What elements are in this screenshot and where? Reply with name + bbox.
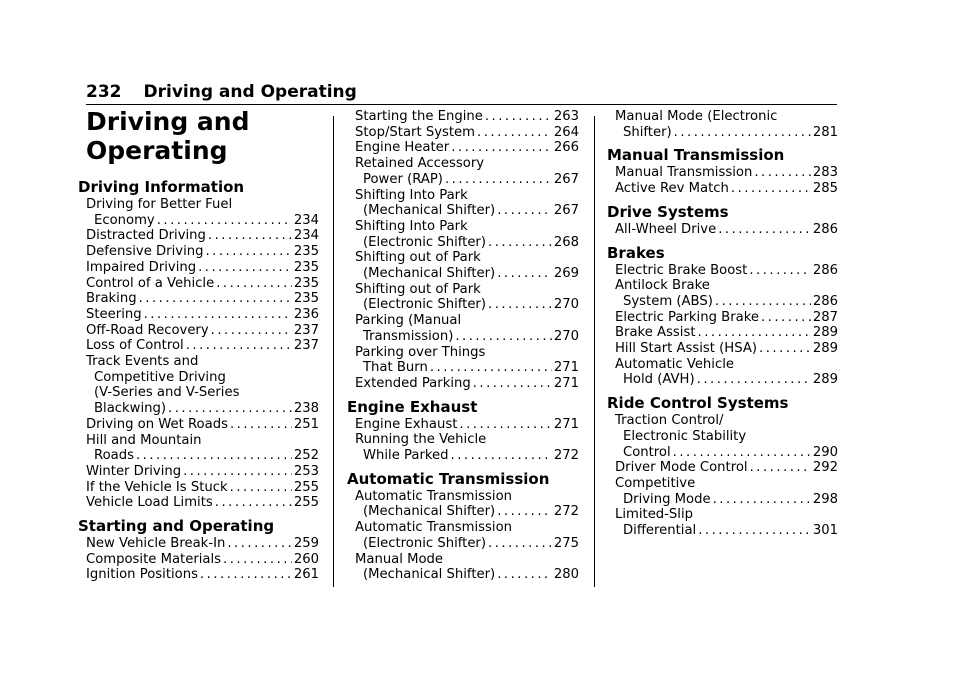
- toc-entry[interactable]: [615, 341, 838, 357]
- dot-leader: [223, 552, 292, 568]
- dot-leader: [497, 203, 552, 219]
- chapter-title: Driving and Operating: [86, 107, 250, 165]
- dot-leader: [216, 276, 292, 292]
- toc-entry[interactable]: [355, 520, 579, 551]
- toc-page-number: 253: [293, 463, 319, 479]
- toc-page-number: 271: [553, 416, 579, 432]
- toc-entry-text: Control: [623, 444, 671, 460]
- dot-leader: [754, 165, 811, 181]
- dot-leader: [211, 323, 292, 339]
- toc-page-number: 263: [553, 109, 579, 124]
- dot-leader: [673, 445, 811, 461]
- dot-leader: [497, 266, 552, 282]
- toc-page-number: 285: [812, 181, 838, 197]
- dot-leader: [157, 213, 292, 229]
- toc-entry-text: Shifting Into Park: [355, 187, 468, 203]
- toc-entry-text: Extended Parking: [355, 375, 471, 391]
- toc-page-number: 234: [293, 228, 319, 244]
- toc-page-number: 289: [812, 325, 838, 341]
- toc-entry-text: Driving on Wet Roads: [86, 416, 228, 432]
- toc-entry-text: Manual Transmission: [615, 165, 753, 181]
- toc-entry-text: Manual Mode: [355, 551, 444, 567]
- dot-leader: [497, 504, 552, 520]
- toc-entry-text: Power (RAP): [363, 171, 443, 187]
- toc-entry[interactable]: [86, 323, 319, 339]
- toc-entry-text: Composite Materials: [86, 551, 222, 567]
- toc-page-number: 235: [293, 259, 319, 275]
- toc-entry[interactable]: [86, 276, 319, 292]
- toc-entry[interactable]: [615, 476, 838, 507]
- toc-entry[interactable]: [615, 310, 838, 326]
- toc-entry-text: Stop/Start System: [355, 124, 476, 140]
- toc-entry-text: Parking (Manual: [355, 313, 462, 329]
- toc-entry-text: Blackwing): [94, 401, 167, 417]
- toc-entry-text: Competitive Driving: [94, 369, 226, 385]
- toc-entry[interactable]: [355, 109, 579, 125]
- toc-entry-text: Active Rev Match: [615, 181, 729, 197]
- toc-page-number: 267: [553, 203, 579, 219]
- dot-leader: [430, 360, 552, 376]
- toc-entry[interactable]: [86, 552, 319, 568]
- dot-leader: [713, 492, 811, 508]
- toc-page-number: 237: [293, 338, 319, 354]
- dot-leader: [749, 263, 811, 279]
- toc-entry[interactable]: [355, 282, 579, 313]
- toc-entry[interactable]: [86, 464, 319, 480]
- toc-entry[interactable]: [355, 250, 579, 281]
- toc-entry-text: All-Wheel Drive: [615, 221, 717, 237]
- toc-entry-text: Vehicle Load Limits: [86, 495, 213, 511]
- toc-entry-text: Driving Mode: [623, 491, 711, 507]
- toc-entry-text: Automatic Transmission: [355, 488, 513, 504]
- toc-entry-text: Roads: [94, 448, 134, 464]
- dot-leader: [698, 325, 811, 341]
- toc-entry-text: (Electronic Shifter): [363, 297, 486, 313]
- toc-page-number: 266: [553, 140, 579, 156]
- dot-leader: [488, 235, 552, 251]
- toc-page-number: 269: [553, 266, 579, 282]
- toc-entry[interactable]: [615, 357, 838, 388]
- toc-page-number: 289: [812, 372, 838, 388]
- toc-entry[interactable]: [615, 222, 838, 238]
- toc-entry-text: Control of a Vehicle: [86, 275, 215, 291]
- toc-page-number: 286: [812, 293, 838, 309]
- toc-entry[interactable]: [86, 244, 319, 260]
- toc-page-number: 255: [293, 479, 319, 495]
- toc-entry-text: While Parked: [363, 448, 449, 464]
- toc-entry-text: Electric Brake Boost: [615, 262, 748, 278]
- dot-leader: [168, 401, 292, 417]
- toc-entry[interactable]: [615, 460, 838, 476]
- toc-page-number: 270: [553, 297, 579, 313]
- toc-page-number: 289: [812, 341, 838, 357]
- toc-page-number: 252: [293, 448, 319, 464]
- toc-page-number: 275: [553, 535, 579, 551]
- dot-leader: [451, 448, 552, 464]
- toc-page-number: 267: [553, 171, 579, 187]
- dot-leader: [139, 291, 292, 307]
- toc-page-number: 290: [812, 444, 838, 460]
- toc-entry-text: System (ABS): [623, 293, 713, 309]
- toc-page-number: 286: [812, 262, 838, 278]
- toc-entry-text: Starting the Engine: [355, 109, 483, 124]
- toc-entry-text: If the Vehicle Is Stuck: [86, 479, 228, 495]
- toc-entry[interactable]: [355, 417, 579, 433]
- toc-entry[interactable]: [355, 376, 579, 392]
- dot-leader: [227, 536, 292, 552]
- dot-leader: [205, 244, 291, 260]
- toc-entry[interactable]: [615, 263, 838, 279]
- dot-leader: [488, 297, 552, 313]
- section-heading: Driving Information: [78, 178, 245, 196]
- toc-entry-text: Transmission): [363, 328, 454, 344]
- dot-leader: [697, 372, 811, 388]
- toc-page-number: 259: [293, 536, 319, 552]
- toc-entry-text: Hold (AVH): [623, 372, 695, 388]
- section-heading: Engine Exhaust: [347, 397, 478, 416]
- toc-entry[interactable]: [355, 313, 579, 344]
- toc-entry-text: Driving for Better Fuel: [86, 197, 233, 212]
- toc-page-number: 298: [812, 491, 838, 507]
- toc-entry[interactable]: [615, 109, 838, 140]
- toc-entry-text: Steering: [86, 306, 142, 322]
- toc-page-number: 271: [553, 375, 579, 391]
- dot-leader: [731, 181, 811, 197]
- dot-leader: [477, 125, 552, 141]
- section-heading: Drive Systems: [607, 202, 729, 221]
- toc-page-number: 235: [293, 291, 319, 307]
- toc-column-3: [607, 109, 838, 539]
- toc-entry-text: New Vehicle Break-In: [86, 536, 226, 552]
- toc-entry-text: Distracted Driving: [86, 228, 206, 244]
- toc-entry[interactable]: [355, 489, 579, 520]
- toc-entry-text: That Burn: [363, 360, 428, 376]
- toc-entry-text: Track Events and: [86, 354, 199, 370]
- dot-leader: [136, 448, 292, 464]
- dot-leader: [750, 460, 811, 476]
- toc-entry[interactable]: [86, 228, 319, 244]
- dot-leader: [485, 109, 552, 125]
- toc-entry-text: Impaired Driving: [86, 259, 197, 275]
- dot-leader: [230, 417, 292, 433]
- toc-page-number: 261: [293, 567, 319, 583]
- toc-entry-text: Shifter): [623, 124, 672, 140]
- toc-entry[interactable]: [615, 181, 838, 197]
- toc-page-number: 238: [293, 401, 319, 417]
- dot-leader: [759, 341, 811, 357]
- toc-entry[interactable]: [355, 156, 579, 187]
- toc-entry-text: Running the Vehicle: [355, 432, 487, 448]
- toc-entry-text: Ignition Positions: [86, 567, 198, 583]
- toc-entry-text: Antilock Brake: [615, 278, 710, 294]
- toc-page-number: 301: [812, 523, 838, 539]
- toc-entry[interactable]: [355, 125, 579, 141]
- toc-entry-text: Engine Exhaust: [355, 416, 458, 432]
- dot-leader: [674, 125, 811, 141]
- toc-entry[interactable]: [615, 278, 838, 309]
- toc-entry-text: Parking over Things: [355, 344, 486, 360]
- toc-entry[interactable]: [355, 188, 579, 219]
- toc-entry-text: (V-Series and V-Series: [94, 385, 240, 401]
- toc-page-number: 270: [553, 328, 579, 344]
- toc-entry-text: Defensive Driving: [86, 244, 204, 260]
- toc-entry-text: Hill and Mountain: [86, 432, 202, 448]
- toc-entry-text: Competitive: [615, 475, 696, 491]
- toc-page-number: 260: [293, 551, 319, 567]
- toc-entry[interactable]: [615, 165, 838, 181]
- toc-entry-text: (Mechanical Shifter): [363, 266, 496, 282]
- section-heading: Starting and Operating: [78, 517, 275, 536]
- toc-column-1: [78, 178, 319, 583]
- toc-page-number: 281: [812, 124, 838, 140]
- toc-page-number: 272: [553, 448, 579, 464]
- toc-entry-text: Electronic Stability: [623, 428, 747, 444]
- toc-entry-text: Shifting out of Park: [355, 250, 481, 266]
- running-section-title: Driving and Operating: [143, 82, 357, 102]
- column-divider: [594, 116, 595, 587]
- toc-entry-text: Engine Heater: [355, 140, 450, 156]
- toc-entry-text: Economy: [94, 212, 155, 228]
- section-heading: Automatic Transmission: [347, 469, 550, 488]
- toc-entry[interactable]: [615, 507, 838, 538]
- toc-entry[interactable]: [86, 354, 319, 417]
- toc-entry-text: (Electronic Shifter): [363, 234, 486, 250]
- toc-entry[interactable]: [86, 291, 319, 307]
- toc-entry[interactable]: [86, 536, 319, 552]
- toc-entry[interactable]: [86, 307, 319, 323]
- toc-page-number: 251: [293, 416, 319, 432]
- toc-entry-text: Shifting out of Park: [355, 281, 481, 297]
- toc-entry[interactable]: [355, 552, 579, 583]
- toc-entry-text: Braking: [86, 291, 137, 307]
- toc-entry[interactable]: [86, 433, 319, 464]
- dot-leader: [715, 294, 811, 310]
- toc-page-number: 235: [293, 275, 319, 291]
- toc-entry-text: Differential: [623, 523, 697, 539]
- toc-entry-text: (Electronic Shifter): [363, 535, 486, 551]
- dot-leader: [215, 495, 292, 511]
- toc-page-number: 255: [293, 495, 319, 511]
- toc-page-number: 283: [812, 165, 838, 181]
- dot-leader: [451, 140, 552, 156]
- page-header: [86, 82, 837, 105]
- toc-entry[interactable]: [86, 480, 319, 496]
- dot-leader: [718, 222, 811, 238]
- toc-entry[interactable]: [355, 219, 579, 250]
- toc-entry[interactable]: [86, 197, 319, 228]
- dot-leader: [198, 260, 292, 276]
- toc-entry[interactable]: [86, 260, 319, 276]
- toc-entry[interactable]: [86, 567, 319, 583]
- toc-entry-text: Winter Driving: [86, 463, 182, 479]
- toc-page-number: 286: [812, 221, 838, 237]
- toc-entry-text: Automatic Transmission: [355, 520, 513, 536]
- toc-page-number: 292: [812, 460, 838, 476]
- dot-leader: [200, 567, 292, 583]
- toc-entry-text: Off-Road Recovery: [86, 322, 209, 338]
- toc-entry[interactable]: [355, 140, 579, 156]
- toc-entry-text: (Mechanical Shifter): [363, 567, 496, 583]
- toc-entry[interactable]: [355, 432, 579, 463]
- toc-entry-text: Electric Parking Brake: [615, 309, 759, 325]
- toc-page-number: 287: [812, 309, 838, 325]
- page-number: 232: [86, 82, 122, 102]
- toc-entry-text: Loss of Control: [86, 338, 184, 354]
- column-divider: [333, 116, 334, 587]
- toc-entry-text: (Mechanical Shifter): [363, 504, 496, 520]
- toc-entry-text: Automatic Vehicle: [615, 356, 734, 372]
- toc-entry-text: Retained Accessory: [355, 156, 485, 172]
- section-heading: Ride Control Systems: [607, 394, 789, 413]
- toc-entry-text: Driver Mode Control: [615, 460, 748, 476]
- dot-leader: [459, 417, 551, 433]
- toc-page-number: 264: [553, 124, 579, 140]
- toc-entry[interactable]: [615, 413, 838, 460]
- dot-leader: [445, 172, 552, 188]
- toc-entry[interactable]: [615, 325, 838, 341]
- section-heading: Manual Transmission: [607, 146, 785, 165]
- dot-leader: [455, 329, 551, 345]
- toc-entry[interactable]: [86, 338, 319, 354]
- toc-page-number: 271: [553, 360, 579, 376]
- toc-entry-text: Manual Mode (Electronic: [615, 109, 778, 124]
- toc-entry-text: Traction Control/: [615, 413, 724, 429]
- toc-page-number: 235: [293, 244, 319, 260]
- dot-leader: [183, 464, 292, 480]
- toc-page-number: 272: [553, 504, 579, 520]
- toc-page-number: 234: [293, 212, 319, 228]
- toc-page-number: 280: [553, 567, 579, 583]
- toc-entry[interactable]: [355, 345, 579, 376]
- toc-entry-text: Shifting Into Park: [355, 218, 468, 234]
- dot-leader: [698, 523, 811, 539]
- toc-entry-text: Hill Start Assist (HSA): [615, 341, 758, 357]
- dot-leader: [186, 338, 292, 354]
- toc-page-number: 237: [293, 322, 319, 338]
- toc-entry[interactable]: [86, 417, 319, 433]
- section-heading: Brakes: [607, 243, 665, 262]
- dot-leader: [497, 567, 552, 583]
- toc-page-number: 268: [553, 234, 579, 250]
- toc-entry[interactable]: [86, 495, 319, 511]
- dot-leader: [761, 310, 811, 326]
- dot-leader: [473, 376, 552, 392]
- dot-leader: [488, 536, 552, 552]
- toc-entry-text: Brake Assist: [615, 325, 696, 341]
- toc-entry-text: Limited-Slip: [615, 507, 694, 523]
- toc-column-2: [347, 109, 579, 583]
- dot-leader: [230, 480, 292, 496]
- toc-page-number: 236: [293, 306, 319, 322]
- toc-entry-text: (Mechanical Shifter): [363, 203, 496, 219]
- dot-leader: [208, 228, 292, 244]
- dot-leader: [144, 307, 292, 323]
